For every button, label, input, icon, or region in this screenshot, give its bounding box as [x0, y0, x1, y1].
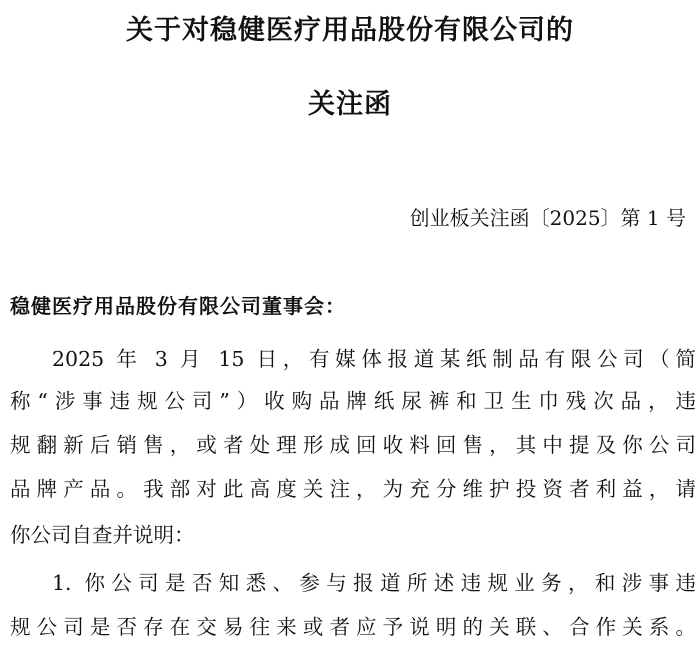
document-number: 创业板关注函〔2025〕第 1 号: [409, 206, 686, 230]
body-line: 2025 年 3 月 15 日，有媒体报道某纸制品有限公司（简: [52, 347, 696, 371]
document-title-line-1: 关于对稳健医疗用品股份有限公司的: [126, 15, 574, 46]
body-line: 你公司自查并说明：: [10, 523, 195, 547]
body-line: 品牌产品。我部对此高度关注，为充分维护投资者利益，请: [10, 477, 696, 501]
body-line: 规公司是否存在交易往来或者应予说明的关联、合作关系。: [10, 615, 696, 639]
body-line: 1. 你公司是否知悉、参与报道所述违规业务，和涉事违: [52, 571, 696, 595]
body-line: 称“涉事违规公司”）收购品牌纸尿裤和卫生巾残次品，违: [10, 389, 696, 413]
body-line: 规翻新后销售，或者处理形成回收料回售，其中提及你公司: [10, 433, 696, 457]
addressee: 稳健医疗用品股份有限公司董事会：: [10, 294, 346, 318]
document-title-line-2: 关注函: [308, 89, 392, 120]
